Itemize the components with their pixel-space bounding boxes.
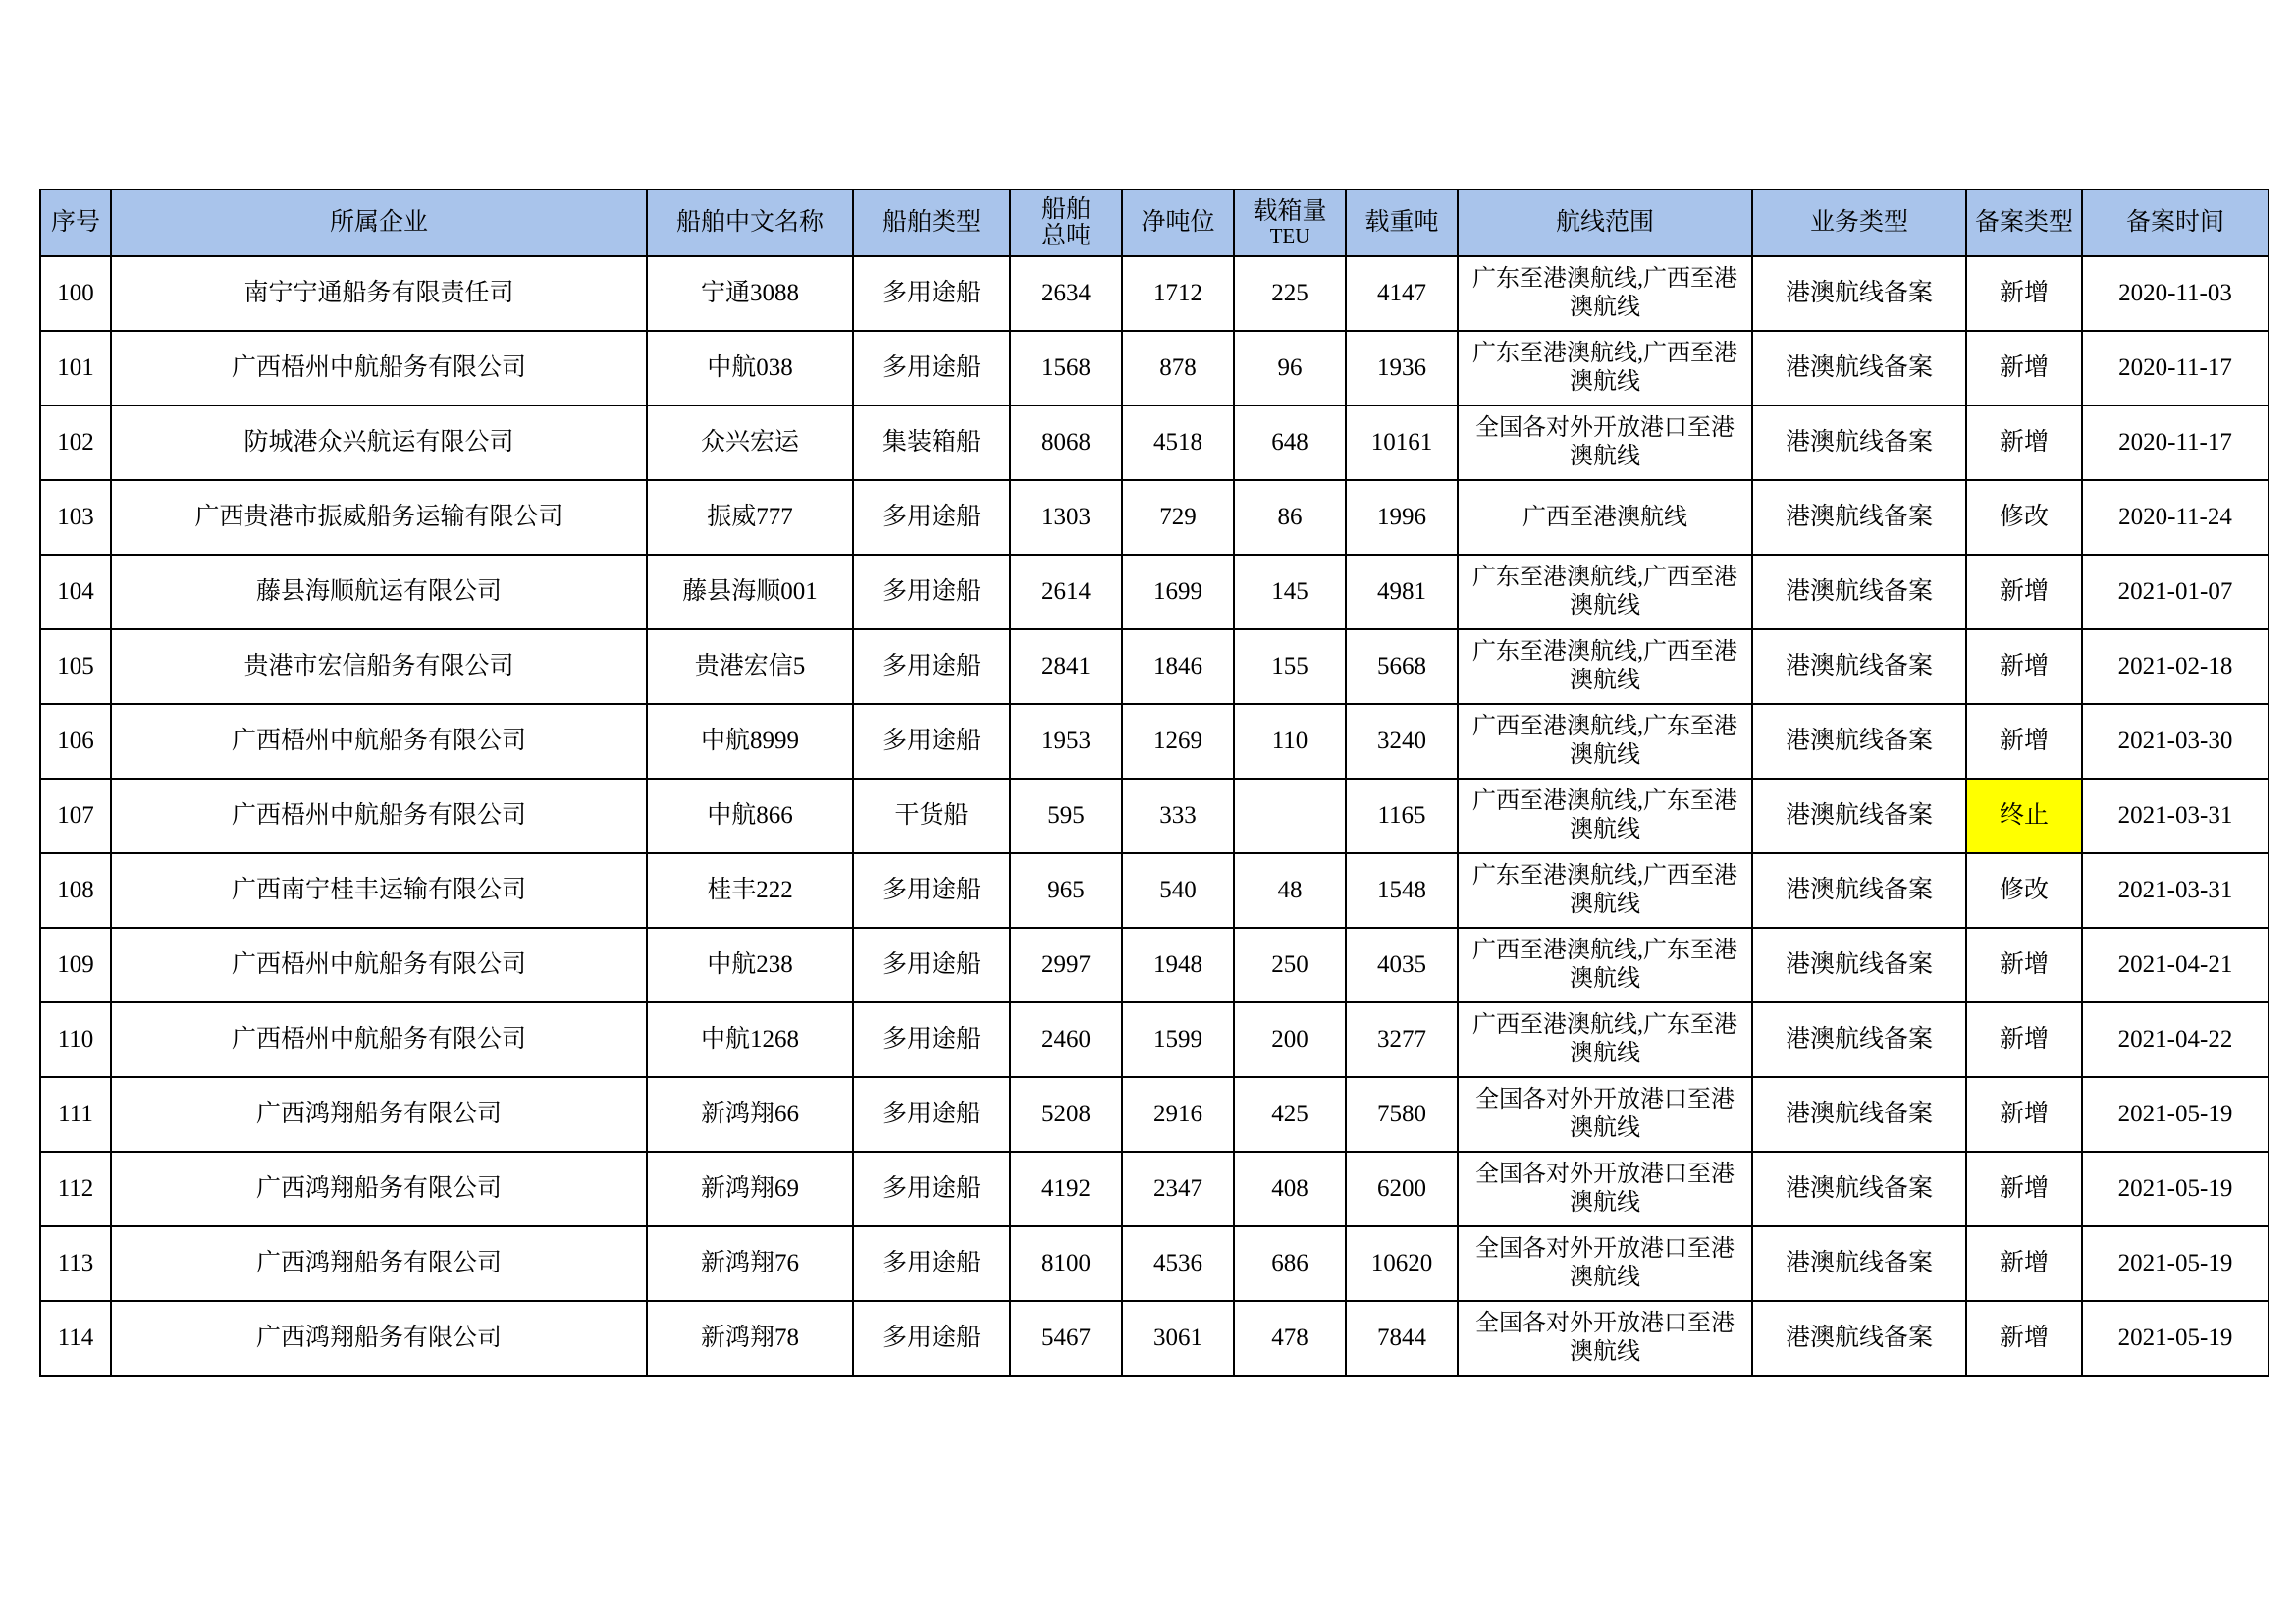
- cell-seq: 102: [40, 406, 111, 480]
- cell-company: 广西鸿翔船务有限公司: [111, 1226, 647, 1301]
- cell-dwt: 1936: [1346, 331, 1458, 406]
- cell-ship-type: 集装箱船: [853, 406, 1010, 480]
- cell-record-type: 新增: [1966, 1226, 2082, 1301]
- cell-net-tonnage: 1948: [1122, 928, 1234, 1002]
- cell-ship-name: 中航1268: [647, 1002, 853, 1077]
- cell-ship-name: 中航8999: [647, 704, 853, 779]
- cell-gross-tonnage: 1953: [1010, 704, 1122, 779]
- header-net-tonnage: 净吨位: [1122, 189, 1234, 256]
- cell-gross-tonnage: 4192: [1010, 1152, 1122, 1226]
- cell-teu: [1234, 779, 1346, 853]
- cell-seq: 110: [40, 1002, 111, 1077]
- header-teu: 载箱量 TEU: [1234, 189, 1346, 256]
- cell-record-date: 2021-05-19: [2082, 1077, 2269, 1152]
- cell-ship-type: 多用途船: [853, 1301, 1010, 1376]
- cell-seq: 109: [40, 928, 111, 1002]
- cell-ship-name: 中航866: [647, 779, 853, 853]
- cell-net-tonnage: 4518: [1122, 406, 1234, 480]
- cell-teu: 86: [1234, 480, 1346, 555]
- cell-ship-type: 多用途船: [853, 928, 1010, 1002]
- cell-net-tonnage: 1699: [1122, 555, 1234, 629]
- table-row: [40, 1301, 2269, 1376]
- table-header-row: [40, 189, 2269, 256]
- cell-record-date: 2021-05-19: [2082, 1301, 2269, 1376]
- cell-seq: 104: [40, 555, 111, 629]
- cell-seq: 106: [40, 704, 111, 779]
- cell-business-type: 港澳航线备案: [1752, 1077, 1966, 1152]
- table-body: [40, 256, 2269, 1376]
- cell-seq: 111: [40, 1077, 111, 1152]
- cell-route: 广东至港澳航线,广西至港澳航线: [1458, 629, 1752, 704]
- cell-net-tonnage: 1599: [1122, 1002, 1234, 1077]
- cell-ship-type: 多用途船: [853, 480, 1010, 555]
- cell-ship-type: 多用途船: [853, 331, 1010, 406]
- cell-record-type: 终止: [1966, 779, 2082, 853]
- cell-gross-tonnage: 1568: [1010, 331, 1122, 406]
- cell-net-tonnage: 1712: [1122, 256, 1234, 331]
- cell-record-type: 新增: [1966, 406, 2082, 480]
- cell-dwt: 4981: [1346, 555, 1458, 629]
- cell-record-type: 修改: [1966, 853, 2082, 928]
- cell-net-tonnage: 2916: [1122, 1077, 1234, 1152]
- cell-teu: 110: [1234, 704, 1346, 779]
- cell-seq: 101: [40, 331, 111, 406]
- cell-gross-tonnage: 2634: [1010, 256, 1122, 331]
- cell-route: 广东至港澳航线,广西至港澳航线: [1458, 331, 1752, 406]
- cell-dwt: 10161: [1346, 406, 1458, 480]
- cell-record-type: 新增: [1966, 1002, 2082, 1077]
- cell-dwt: 1548: [1346, 853, 1458, 928]
- cell-route: 全国各对外开放港口至港澳航线: [1458, 1077, 1752, 1152]
- cell-dwt: 7844: [1346, 1301, 1458, 1376]
- ship-record-table: [39, 189, 2269, 1377]
- cell-route: 广西至港澳航线,广东至港澳航线: [1458, 928, 1752, 1002]
- header-route: 航线范围: [1458, 189, 1752, 256]
- table-row: [40, 779, 2269, 853]
- cell-teu: 686: [1234, 1226, 1346, 1301]
- cell-teu: 408: [1234, 1152, 1346, 1226]
- cell-gross-tonnage: 8068: [1010, 406, 1122, 480]
- cell-teu: 225: [1234, 256, 1346, 331]
- cell-record-type: 新增: [1966, 256, 2082, 331]
- table-row: [40, 704, 2269, 779]
- cell-company: 广西梧州中航船务有限公司: [111, 331, 647, 406]
- cell-route: 全国各对外开放港口至港澳航线: [1458, 1226, 1752, 1301]
- cell-teu: 155: [1234, 629, 1346, 704]
- cell-ship-name: 桂丰222: [647, 853, 853, 928]
- cell-record-type: 新增: [1966, 629, 2082, 704]
- cell-company: 广西梧州中航船务有限公司: [111, 1002, 647, 1077]
- cell-ship-name: 新鸿翔78: [647, 1301, 853, 1376]
- cell-net-tonnage: 878: [1122, 331, 1234, 406]
- cell-business-type: 港澳航线备案: [1752, 1152, 1966, 1226]
- table-row: [40, 629, 2269, 704]
- table-row: [40, 331, 2269, 406]
- cell-business-type: 港澳航线备案: [1752, 331, 1966, 406]
- cell-ship-name: 振威777: [647, 480, 853, 555]
- cell-dwt: 4035: [1346, 928, 1458, 1002]
- cell-route: 广西至港澳航线,广东至港澳航线: [1458, 704, 1752, 779]
- header-ship-name: 船舶中文名称: [647, 189, 853, 256]
- ship-record-table-wrap: [39, 189, 2256, 1377]
- cell-net-tonnage: 333: [1122, 779, 1234, 853]
- cell-company: 广西鸿翔船务有限公司: [111, 1152, 647, 1226]
- cell-net-tonnage: 729: [1122, 480, 1234, 555]
- cell-ship-type: 多用途船: [853, 1002, 1010, 1077]
- header-business-type: 业务类型: [1752, 189, 1966, 256]
- cell-seq: 105: [40, 629, 111, 704]
- header-record-type: 备案类型: [1966, 189, 2082, 256]
- cell-company: 广西鸿翔船务有限公司: [111, 1301, 647, 1376]
- table-row: [40, 853, 2269, 928]
- cell-ship-type: 干货船: [853, 779, 1010, 853]
- cell-gross-tonnage: 2997: [1010, 928, 1122, 1002]
- cell-record-date: 2020-11-17: [2082, 406, 2269, 480]
- cell-teu: 648: [1234, 406, 1346, 480]
- cell-seq: 108: [40, 853, 111, 928]
- cell-record-type: 新增: [1966, 331, 2082, 406]
- table-row: [40, 256, 2269, 331]
- cell-record-date: 2021-04-21: [2082, 928, 2269, 1002]
- cell-ship-type: 多用途船: [853, 853, 1010, 928]
- table-row: [40, 1226, 2269, 1301]
- cell-gross-tonnage: 5208: [1010, 1077, 1122, 1152]
- cell-ship-name: 新鸿翔76: [647, 1226, 853, 1301]
- cell-business-type: 港澳航线备案: [1752, 779, 1966, 853]
- cell-record-date: 2021-04-22: [2082, 1002, 2269, 1077]
- cell-record-date: 2021-05-19: [2082, 1226, 2269, 1301]
- cell-net-tonnage: 1846: [1122, 629, 1234, 704]
- cell-record-type: 新增: [1966, 928, 2082, 1002]
- cell-ship-type: 多用途船: [853, 704, 1010, 779]
- cell-dwt: 7580: [1346, 1077, 1458, 1152]
- cell-business-type: 港澳航线备案: [1752, 1226, 1966, 1301]
- cell-net-tonnage: 2347: [1122, 1152, 1234, 1226]
- cell-company: 南宁宁通船务有限责任司: [111, 256, 647, 331]
- cell-company: 广西梧州中航船务有限公司: [111, 779, 647, 853]
- cell-business-type: 港澳航线备案: [1752, 928, 1966, 1002]
- cell-business-type: 港澳航线备案: [1752, 1301, 1966, 1376]
- cell-teu: 200: [1234, 1002, 1346, 1077]
- cell-dwt: 1996: [1346, 480, 1458, 555]
- cell-route: 全国各对外开放港口至港澳航线: [1458, 406, 1752, 480]
- cell-gross-tonnage: 2460: [1010, 1002, 1122, 1077]
- cell-route: 广西至港澳航线: [1458, 480, 1752, 555]
- cell-record-date: 2021-03-31: [2082, 779, 2269, 853]
- cell-route: 广西至港澳航线,广东至港澳航线: [1458, 1002, 1752, 1077]
- cell-business-type: 港澳航线备案: [1752, 629, 1966, 704]
- cell-record-date: 2021-05-19: [2082, 1152, 2269, 1226]
- cell-record-date: 2021-02-18: [2082, 629, 2269, 704]
- cell-ship-name: 藤县海顺001: [647, 555, 853, 629]
- cell-net-tonnage: 4536: [1122, 1226, 1234, 1301]
- cell-company: 广西梧州中航船务有限公司: [111, 704, 647, 779]
- cell-company: 藤县海顺航运有限公司: [111, 555, 647, 629]
- cell-company: 贵港市宏信船务有限公司: [111, 629, 647, 704]
- header-dwt: 载重吨: [1346, 189, 1458, 256]
- cell-dwt: 1165: [1346, 779, 1458, 853]
- cell-dwt: 4147: [1346, 256, 1458, 331]
- table-row: [40, 1002, 2269, 1077]
- table-row: [40, 406, 2269, 480]
- cell-gross-tonnage: 965: [1010, 853, 1122, 928]
- cell-seq: 113: [40, 1226, 111, 1301]
- cell-record-date: 2020-11-03: [2082, 256, 2269, 331]
- cell-dwt: 5668: [1346, 629, 1458, 704]
- cell-gross-tonnage: 1303: [1010, 480, 1122, 555]
- header-company: 所属企业: [111, 189, 647, 256]
- cell-ship-type: 多用途船: [853, 256, 1010, 331]
- cell-dwt: 6200: [1346, 1152, 1458, 1226]
- cell-seq: 114: [40, 1301, 111, 1376]
- cell-seq: 107: [40, 779, 111, 853]
- table-row: [40, 928, 2269, 1002]
- cell-company: 广西南宁桂丰运输有限公司: [111, 853, 647, 928]
- cell-dwt: 10620: [1346, 1226, 1458, 1301]
- cell-gross-tonnage: 2614: [1010, 555, 1122, 629]
- cell-seq: 112: [40, 1152, 111, 1226]
- cell-record-type: 新增: [1966, 1152, 2082, 1226]
- cell-route: 广东至港澳航线,广西至港澳航线: [1458, 853, 1752, 928]
- cell-ship-name: 中航038: [647, 331, 853, 406]
- header-seq: 序号: [40, 189, 111, 256]
- cell-ship-type: 多用途船: [853, 555, 1010, 629]
- cell-ship-name: 众兴宏运: [647, 406, 853, 480]
- cell-ship-name: 新鸿翔69: [647, 1152, 853, 1226]
- cell-gross-tonnage: 8100: [1010, 1226, 1122, 1301]
- cell-teu: 145: [1234, 555, 1346, 629]
- cell-dwt: 3240: [1346, 704, 1458, 779]
- cell-teu: 425: [1234, 1077, 1346, 1152]
- table-header: [40, 189, 2269, 256]
- cell-ship-type: 多用途船: [853, 1152, 1010, 1226]
- cell-route: 全国各对外开放港口至港澳航线: [1458, 1301, 1752, 1376]
- cell-company: 广西鸿翔船务有限公司: [111, 1077, 647, 1152]
- cell-ship-type: 多用途船: [853, 629, 1010, 704]
- cell-business-type: 港澳航线备案: [1752, 256, 1966, 331]
- cell-teu: 96: [1234, 331, 1346, 406]
- cell-net-tonnage: 3061: [1122, 1301, 1234, 1376]
- cell-business-type: 港澳航线备案: [1752, 555, 1966, 629]
- cell-business-type: 港澳航线备案: [1752, 1002, 1966, 1077]
- cell-business-type: 港澳航线备案: [1752, 853, 1966, 928]
- cell-seq: 100: [40, 256, 111, 331]
- table-row: [40, 1152, 2269, 1226]
- cell-record-date: 2020-11-17: [2082, 331, 2269, 406]
- cell-ship-type: 多用途船: [853, 1077, 1010, 1152]
- cell-gross-tonnage: 595: [1010, 779, 1122, 853]
- cell-ship-name: 贵港宏信5: [647, 629, 853, 704]
- table-row: [40, 555, 2269, 629]
- cell-route: 广东至港澳航线,广西至港澳航线: [1458, 555, 1752, 629]
- cell-ship-name: 中航238: [647, 928, 853, 1002]
- cell-record-type: 修改: [1966, 480, 2082, 555]
- cell-route: 广东至港澳航线,广西至港澳航线: [1458, 256, 1752, 331]
- cell-ship-type: 多用途船: [853, 1226, 1010, 1301]
- cell-business-type: 港澳航线备案: [1752, 406, 1966, 480]
- cell-record-date: 2021-03-31: [2082, 853, 2269, 928]
- cell-ship-name: 宁通3088: [647, 256, 853, 331]
- cell-net-tonnage: 540: [1122, 853, 1234, 928]
- cell-record-type: 新增: [1966, 1301, 2082, 1376]
- cell-company: 广西贵港市振威船务运输有限公司: [111, 480, 647, 555]
- cell-record-date: 2020-11-24: [2082, 480, 2269, 555]
- cell-record-date: 2021-01-07: [2082, 555, 2269, 629]
- cell-seq: 103: [40, 480, 111, 555]
- cell-route: 广西至港澳航线,广东至港澳航线: [1458, 779, 1752, 853]
- header-gross-tonnage: 船舶 总吨: [1010, 189, 1122, 256]
- cell-teu: 250: [1234, 928, 1346, 1002]
- cell-record-date: 2021-03-30: [2082, 704, 2269, 779]
- table-row: [40, 1077, 2269, 1152]
- cell-company: 广西梧州中航船务有限公司: [111, 928, 647, 1002]
- cell-record-type: 新增: [1966, 555, 2082, 629]
- cell-route: 全国各对外开放港口至港澳航线: [1458, 1152, 1752, 1226]
- header-record-date: 备案时间: [2082, 189, 2269, 256]
- cell-net-tonnage: 1269: [1122, 704, 1234, 779]
- cell-business-type: 港澳航线备案: [1752, 480, 1966, 555]
- cell-record-type: 新增: [1966, 1077, 2082, 1152]
- cell-teu: 478: [1234, 1301, 1346, 1376]
- cell-business-type: 港澳航线备案: [1752, 704, 1966, 779]
- cell-teu: 48: [1234, 853, 1346, 928]
- table-row: [40, 480, 2269, 555]
- cell-gross-tonnage: 2841: [1010, 629, 1122, 704]
- header-ship-type: 船舶类型: [853, 189, 1010, 256]
- cell-company: 防城港众兴航运有限公司: [111, 406, 647, 480]
- cell-ship-name: 新鸿翔66: [647, 1077, 853, 1152]
- cell-gross-tonnage: 5467: [1010, 1301, 1122, 1376]
- cell-dwt: 3277: [1346, 1002, 1458, 1077]
- cell-record-type: 新增: [1966, 704, 2082, 779]
